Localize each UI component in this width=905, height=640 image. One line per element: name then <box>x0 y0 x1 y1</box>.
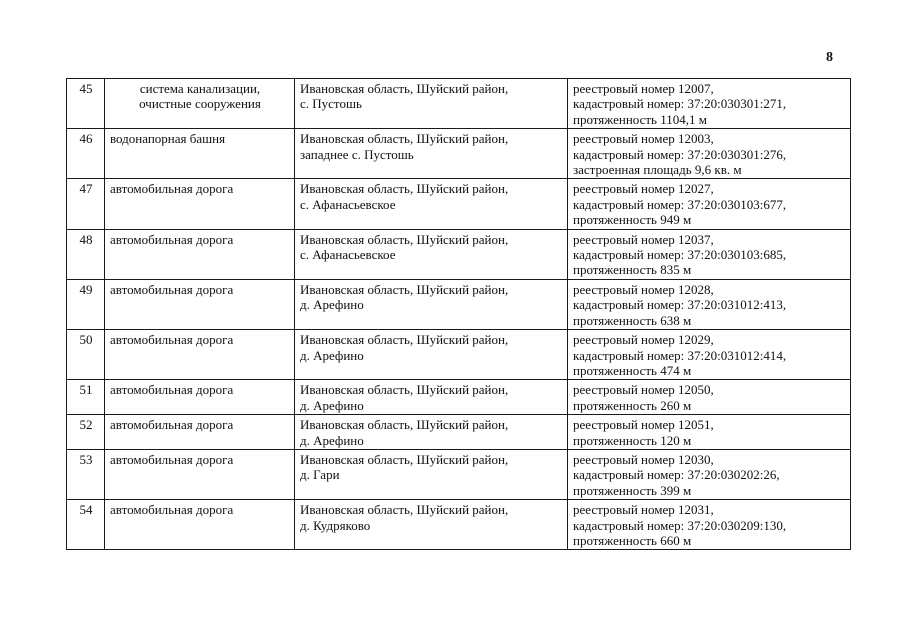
registry-info-line: кадастровый номер: 37:20:031012:413, <box>573 297 787 313</box>
object-name-cell <box>105 79 295 129</box>
registry-info-line: реестровый номер 12037, <box>573 231 714 247</box>
object-name-cell <box>105 415 295 450</box>
registry-info-line: протяженность 399 м <box>573 482 692 498</box>
registry-info-line: протяженность 835 м <box>573 262 692 278</box>
object-name-line: автомобильная дорога <box>110 382 234 398</box>
table-row <box>67 229 851 279</box>
object-name-line: автомобильная дорога <box>110 231 234 247</box>
address-cell <box>295 229 568 279</box>
address-cell <box>295 179 568 229</box>
address-cell <box>295 330 568 380</box>
address-cell <box>295 279 568 329</box>
row-number: 46 <box>67 129 105 179</box>
object-name-line: система канализации, <box>139 81 261 96</box>
object-name-line: очистные сооружения <box>139 96 261 112</box>
registry-info-line: застроенная площадь 9,6 кв. м <box>573 162 742 178</box>
address-cell <box>295 129 568 179</box>
registry-info-line: протяженность 638 м <box>573 312 692 328</box>
registry-info-line: реестровый номер 12030, <box>573 451 714 467</box>
address-line: Ивановская область, Шуйский район, <box>300 81 509 96</box>
row-number: 54 <box>67 500 105 550</box>
row-number: 48 <box>67 229 105 279</box>
row-number: 47 <box>67 179 105 229</box>
registry-info-line: кадастровый номер: 37:20:030209:130, <box>573 517 787 533</box>
registry-info-line: кадастровый номер: 37:20:030301:276, <box>573 146 787 162</box>
page-number: 8 <box>826 50 833 65</box>
registry-info-cell <box>568 279 851 329</box>
registry-info-line: протяженность 1104,1 м <box>573 111 707 127</box>
object-name-line: автомобильная дорога <box>110 281 234 297</box>
registry-info-cell <box>568 415 851 450</box>
row-number: 51 <box>67 380 105 415</box>
property-registry-table <box>66 78 851 550</box>
object-name-cell <box>105 500 295 550</box>
address-line: Ивановская область, Шуйский район, <box>300 502 509 518</box>
address-cell <box>295 380 568 415</box>
registry-info-cell <box>568 330 851 380</box>
row-number: 50 <box>67 330 105 380</box>
address-line: Ивановская область, Шуйский район, <box>300 451 509 467</box>
address-line: д. Арефино <box>300 347 364 363</box>
table-row <box>67 179 851 229</box>
registry-info-cell <box>568 129 851 179</box>
registry-info-line: реестровый номер 12003, <box>573 131 714 147</box>
registry-info-line: кадастровый номер: 37:20:030103:685, <box>573 247 787 263</box>
object-name-cell <box>105 129 295 179</box>
row-number: 45 <box>67 79 105 129</box>
registry-info-cell <box>568 449 851 499</box>
registry-info-cell <box>568 179 851 229</box>
registry-info-line: кадастровый номер: 37:20:031012:414, <box>573 347 787 363</box>
address-line: Ивановская область, Шуйский район, <box>300 382 509 398</box>
registry-info-line: реестровый номер 12051, <box>573 417 714 433</box>
address-cell <box>295 415 568 450</box>
registry-info-line: протяженность 660 м <box>573 532 692 548</box>
address-line: западнее с. Пустошь <box>300 146 414 162</box>
object-name-line: автомобильная дорога <box>110 451 234 467</box>
row-number: 53 <box>67 449 105 499</box>
address-line: Ивановская область, Шуйский район, <box>300 181 509 197</box>
address-line: Ивановская область, Шуйский район, <box>300 131 509 147</box>
address-line: Ивановская область, Шуйский район, <box>300 332 509 348</box>
address-line: Ивановская область, Шуйский район, <box>300 417 509 433</box>
address-line: с. Пустошь <box>300 96 362 112</box>
address-cell <box>295 500 568 550</box>
registry-info-line: протяженность 120 м <box>573 432 692 448</box>
address-line: д. Арефино <box>300 297 364 313</box>
address-cell <box>295 449 568 499</box>
address-line: д. Кудряково <box>300 517 371 533</box>
registry-info-cell <box>568 229 851 279</box>
address-cell <box>295 79 568 129</box>
row-number: 52 <box>67 415 105 450</box>
registry-info-line: реестровый номер 12027, <box>573 181 714 197</box>
object-name-cell <box>105 449 295 499</box>
table-row <box>67 415 851 450</box>
address-line: д. Гари <box>300 467 340 483</box>
registry-info-cell <box>568 79 851 129</box>
address-line: д. Арефино <box>300 397 364 413</box>
object-name-cell <box>105 330 295 380</box>
table-row <box>67 380 851 415</box>
registry-info-cell <box>568 500 851 550</box>
registry-info-line: протяженность 474 м <box>573 362 692 378</box>
registry-info-line: протяженность 949 м <box>573 212 692 228</box>
registry-info-cell <box>568 380 851 415</box>
object-name-line: автомобильная дорога <box>110 181 234 197</box>
registry-info-line: кадастровый номер: 37:20:030202:26, <box>573 467 780 483</box>
address-line: с. Афанасьевское <box>300 196 396 212</box>
address-line: с. Афанасьевское <box>300 247 396 263</box>
registry-info-line: реестровый номер 12028, <box>573 281 714 297</box>
table-row <box>67 79 851 129</box>
registry-info-line: реестровый номер 12029, <box>573 332 714 348</box>
address-line: д. Арефино <box>300 432 364 448</box>
registry-info-line: кадастровый номер: 37:20:030301:271, <box>573 96 787 112</box>
table-row <box>67 449 851 499</box>
object-name-cell <box>105 279 295 329</box>
table-body <box>67 79 851 550</box>
table-row <box>67 500 851 550</box>
address-line: Ивановская область, Шуйский район, <box>300 231 509 247</box>
registry-info-line: протяженность 260 м <box>573 397 692 413</box>
table-row <box>67 330 851 380</box>
object-name-line: автомобильная дорога <box>110 417 234 433</box>
object-name-line: автомобильная дорога <box>110 502 234 518</box>
object-name-line: автомобильная дорога <box>110 332 234 348</box>
object-name-cell <box>105 380 295 415</box>
registry-info-line: кадастровый номер: 37:20:030103:677, <box>573 196 787 212</box>
row-number: 49 <box>67 279 105 329</box>
table-row <box>67 279 851 329</box>
object-name-cell <box>105 229 295 279</box>
address-line: Ивановская область, Шуйский район, <box>300 281 509 297</box>
registry-info-line: реестровый номер 12050, <box>573 382 714 398</box>
registry-info-line: реестровый номер 12031, <box>573 502 714 518</box>
table-row <box>67 129 851 179</box>
registry-info-line: реестровый номер 12007, <box>573 81 714 96</box>
object-name-line: водонапорная башня <box>110 131 226 147</box>
object-name-cell <box>105 179 295 229</box>
